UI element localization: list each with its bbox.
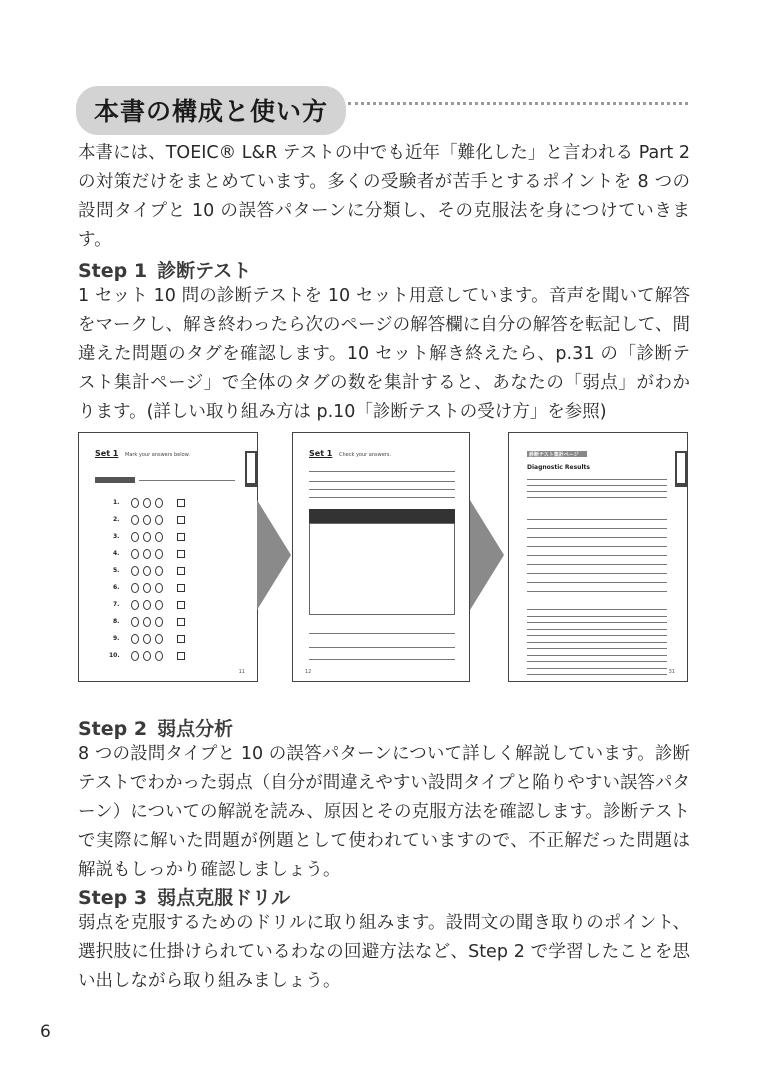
fig2-rule-1: [309, 471, 455, 472]
step-1-title: 診断テスト: [157, 260, 252, 282]
figure-answer-sheet: [78, 432, 258, 682]
answer-bubble[interactable]: [155, 600, 163, 610]
answer-row-number: 10.: [109, 652, 120, 659]
tally-line: [527, 616, 667, 617]
fig2-table-body: [309, 523, 455, 615]
answer-bubble[interactable]: [143, 549, 151, 559]
answer-bubble[interactable]: [155, 583, 163, 593]
tally-line: [527, 648, 667, 649]
answer-bubble[interactable]: [143, 600, 151, 610]
tally-line: [527, 635, 667, 636]
answer-bubble[interactable]: [155, 498, 163, 508]
figure-answer-check: [292, 432, 470, 682]
tally-line: [527, 591, 667, 592]
answer-bubble[interactable]: [131, 532, 139, 542]
tally-line: [527, 537, 667, 538]
tally-line: [527, 497, 667, 498]
tally-line: [527, 491, 667, 492]
fig2-rule-6: [309, 647, 455, 648]
answer-checkbox[interactable]: [177, 499, 185, 507]
answer-bubble[interactable]: [155, 634, 163, 644]
step-1-heading: [78, 256, 251, 283]
tally-line: [527, 642, 667, 643]
step-3-title: 弱点克服ドリル: [157, 887, 291, 909]
page-number: 6: [40, 1022, 51, 1042]
tally-line: [527, 622, 667, 623]
tally-line: [527, 519, 667, 520]
answer-bubble[interactable]: [131, 583, 139, 593]
fig1-side-tab-inner: [247, 453, 255, 483]
tally-line: [527, 479, 667, 480]
answer-bubble[interactable]: [155, 549, 163, 559]
tally-line: [527, 564, 667, 565]
fig3-title: 診断テスト集計ページ: [529, 452, 579, 458]
fig1-title: Set 1: [95, 449, 119, 458]
answer-row-number: 4.: [113, 550, 120, 557]
answer-checkbox[interactable]: [177, 533, 185, 541]
answer-row-number: 6.: [113, 584, 120, 591]
answer-bubble[interactable]: [143, 583, 151, 593]
fig2-rule-7: [309, 659, 455, 660]
step-3-body: 弱点を克服するためのドリルに取り組みます。設問文の聞き取りのポイント、選択肢に仕掛けられているわなの回避方法など、Step 2 で学習したことを思い出しながら取り組みましょう。: [78, 913, 690, 991]
step-3-number: Step 3: [78, 887, 148, 909]
answer-checkbox[interactable]: [177, 601, 185, 609]
answer-bubble[interactable]: [143, 566, 151, 576]
section-heading: 本書の構成と使い方: [76, 86, 346, 135]
tally-line: [527, 582, 667, 583]
fig2-table-header: [309, 509, 455, 523]
fig2-title: Set 1: [309, 449, 333, 458]
answer-checkbox[interactable]: [177, 635, 185, 643]
fig3-subtitle: Diagnostic Results: [527, 464, 590, 471]
step-3-heading: [78, 883, 290, 910]
fig2-rule-4: [309, 497, 455, 498]
heading-dotted-rule: [348, 102, 688, 105]
fig1-subtitle: Mark your answers below.: [125, 452, 190, 458]
answer-checkbox[interactable]: [177, 652, 185, 660]
answer-checkbox[interactable]: [177, 516, 185, 524]
arrow-right-icon: [257, 500, 291, 610]
tally-line: [527, 573, 667, 574]
answer-bubble[interactable]: [131, 600, 139, 610]
answer-bubble[interactable]: [131, 634, 139, 644]
answer-bubble[interactable]: [131, 617, 139, 627]
fig2-page-number: 12: [305, 669, 312, 675]
answer-bubble[interactable]: [155, 566, 163, 576]
answer-bubble[interactable]: [143, 617, 151, 627]
answer-row-number: 9.: [113, 635, 120, 642]
answer-checkbox[interactable]: [177, 584, 185, 592]
fig1-page-number: 11: [238, 669, 245, 675]
answer-row-number: 3.: [113, 533, 120, 540]
step-1-body: 1 セット 10 問の診断テストを 10 セット用意しています。音声を聞いて解答をマークし、解き終わったら次のページの解答欄に自分の解答を転記して、間違えた問題のタグを確認します。10 セット解き終えたら、p.31 の「診断テスト集計ページ」で全体のタグの数を集計すると、あなたの「弱点」がわかります。(詳しい取り組み方は p.10「診断テストの受け方」を参照): [78, 286, 690, 422]
tally-line: [527, 555, 667, 556]
answer-row-number: 5.: [113, 567, 120, 574]
figure-diagnostic-results: [508, 432, 688, 682]
answer-row-number: 2.: [113, 516, 120, 523]
answer-bubble[interactable]: [143, 532, 151, 542]
tally-line: [527, 629, 667, 630]
tally-line: [527, 485, 667, 486]
tally-line: [527, 668, 667, 669]
answer-bubble[interactable]: [155, 617, 163, 627]
fig2-subtitle: Check your answers.: [339, 452, 392, 458]
tally-line: [527, 674, 667, 675]
answer-row-number: 8.: [113, 618, 120, 625]
tally-line: [527, 609, 667, 610]
fig3-page-number: 31: [668, 669, 675, 675]
tally-line: [527, 546, 667, 547]
fig2-rule-3: [309, 489, 455, 490]
answer-bubble[interactable]: [143, 515, 151, 525]
fig1-rule: [139, 480, 235, 481]
answer-bubble[interactable]: [143, 634, 151, 644]
answer-bubble[interactable]: [131, 549, 139, 559]
tally-line: [527, 655, 667, 656]
fig2-rule-2: [309, 481, 455, 482]
answer-bubble[interactable]: [155, 532, 163, 542]
arrow-right-icon: [470, 500, 504, 610]
step-2-number: Step 2: [78, 718, 148, 740]
answer-bubble[interactable]: [155, 651, 163, 661]
tally-line: [527, 528, 667, 529]
step-2-body: 8 つの設問タイプと 10 の誤答パターンについて詳しく解説しています。診断テストでわかった弱点（自分が間違えやすい設問タイプと陥りやすい誤答パターン）についての解説を読み、原因とその克服方法を確認します。診断テストで実際に解いた問題が例題として使われていますので、不正解だった問題は解説もしっかり確認しましょう。: [78, 744, 690, 880]
step-1-number: Step 1: [78, 260, 148, 282]
answer-bubble[interactable]: [155, 515, 163, 525]
answer-bubble[interactable]: [143, 651, 151, 661]
answer-bubble[interactable]: [131, 566, 139, 576]
tally-line: [527, 661, 667, 662]
answer-checkbox[interactable]: [177, 567, 185, 575]
intro-paragraph: 本書には、TOEIC® L&R テストの中でも近年「難化した」と言われる Part 2 の対策だけをまとめています。多くの受験者が苦手とするポイントを 8 つの設問タイプと 10 の誤答パターンに分類し、その克服法を身につけていきます。: [78, 143, 690, 250]
answer-row-number: 7.: [113, 601, 120, 608]
step-2-heading: [78, 714, 233, 741]
fig3-side-tab-inner: [677, 453, 685, 483]
answer-checkbox[interactable]: [177, 618, 185, 626]
fig2-rule-5: [309, 633, 455, 634]
answer-bubble[interactable]: [131, 651, 139, 661]
step-2-title: 弱点分析: [157, 718, 234, 740]
fig1-set-bar: [95, 477, 135, 483]
answer-checkbox[interactable]: [177, 550, 185, 558]
answer-row-number: 1.: [113, 499, 120, 506]
answer-bubble[interactable]: [131, 498, 139, 508]
answer-bubble[interactable]: [143, 498, 151, 508]
answer-bubble[interactable]: [131, 515, 139, 525]
